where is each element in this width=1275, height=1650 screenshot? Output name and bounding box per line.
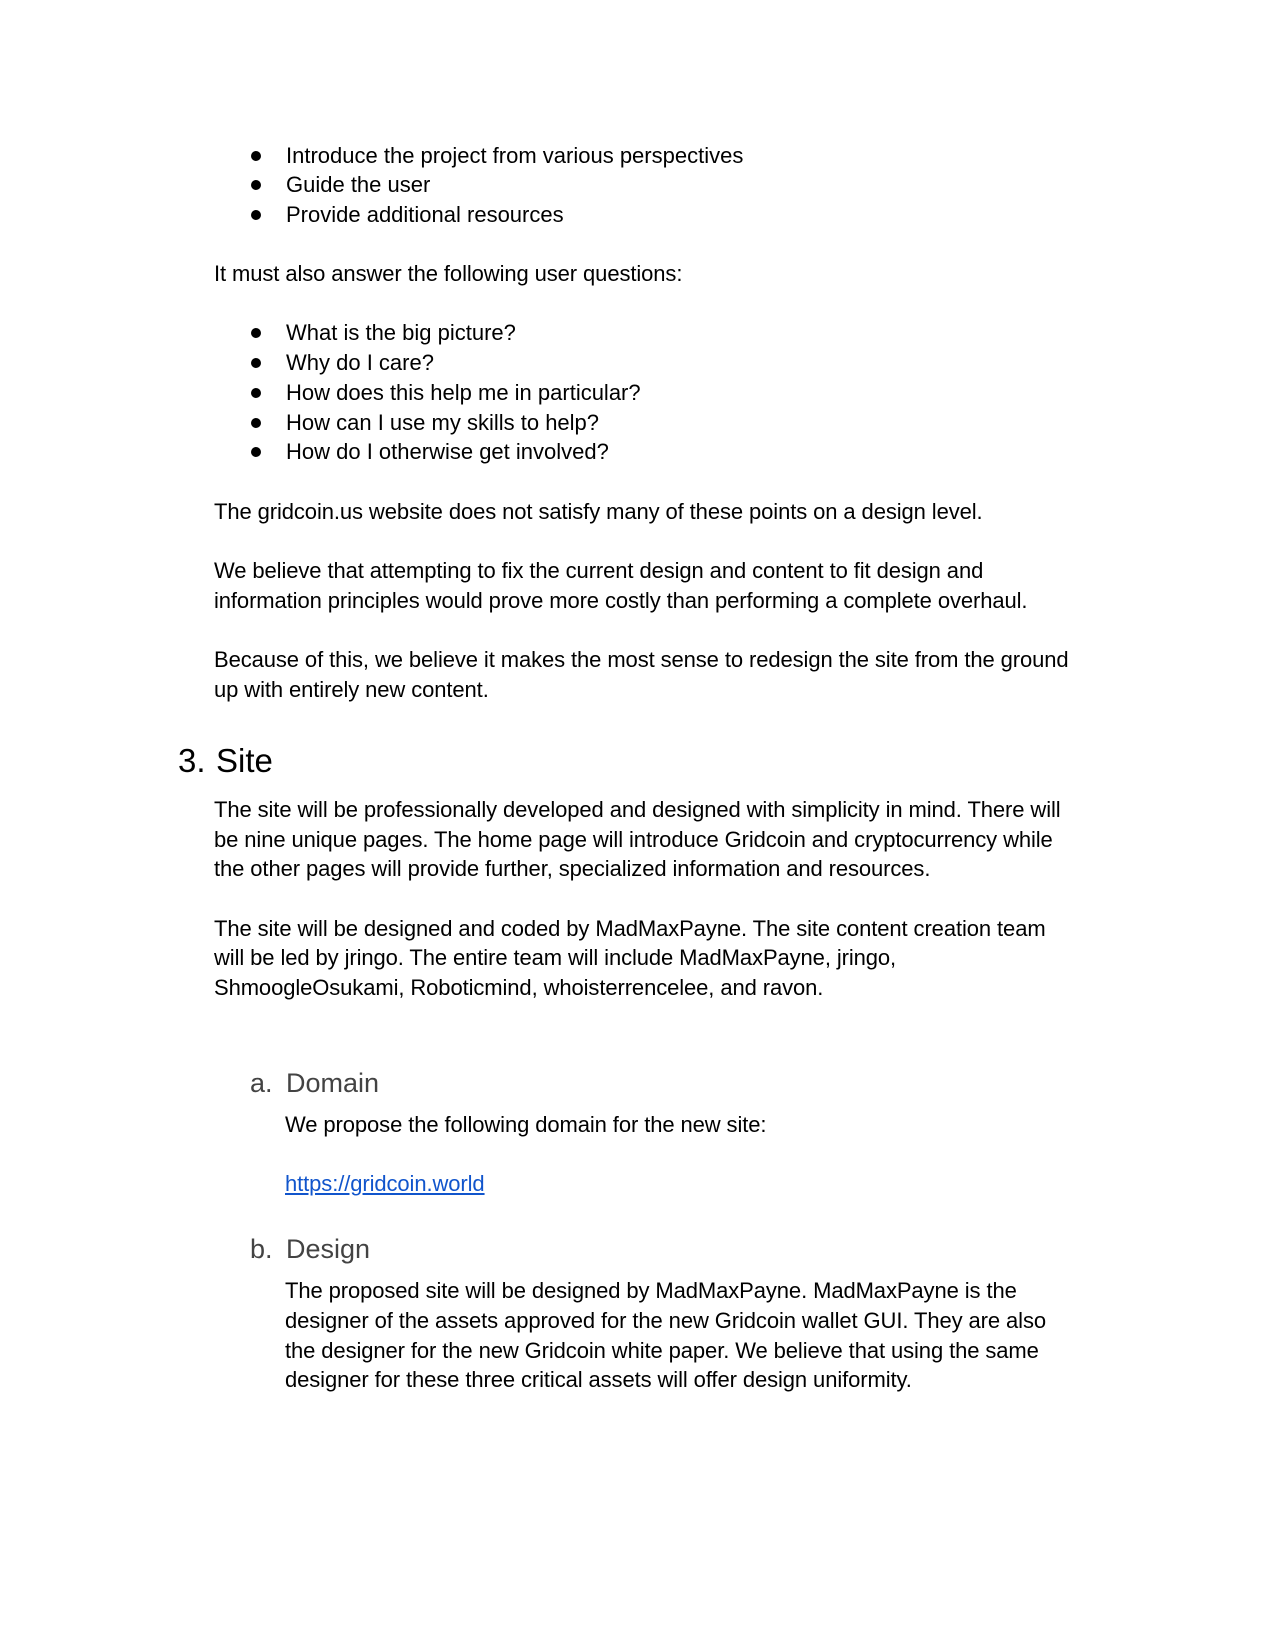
domain-link[interactable]: https://gridcoin.world xyxy=(285,1171,485,1196)
bullet-icon xyxy=(251,358,261,368)
subsection-heading: a. Domain xyxy=(250,1068,380,1098)
bullet-icon xyxy=(251,388,261,398)
paragraph: We propose the following domain for the new site: xyxy=(285,1112,767,1137)
subsection-heading: b. Design xyxy=(250,1234,371,1264)
bullet-icon xyxy=(251,151,261,161)
bullet-icon xyxy=(251,180,261,190)
bullet-icon xyxy=(251,328,261,338)
document-page: Introduce the project from various perspectives Guide the user Provide additional resources It must also answer the following user questions: What is the big picture? Why do I care? How does this help me in particular? How can I use my skills to help? How do I otherwise get involved? The gridcoin.us website does not satisfy many of these points on a design level. We believe that attempting to fix the current design and content to fit design and information principles would prove more costly than performing a complete overhaul. Because of this, we believe it makes the most sense to redesign the site from the ground up with entirely new content. 3. Site The site will be professionally developed and designed with simplicity in mind. There will be nine unique pages. The home page will introduce Gridcoin and cryptocurrency while the other pages will provide further, specialized information and resources. The site will be designed and coded by MadMaxPayne. The site content creation team will be led by jringo. The entire team will include MadMaxPayne, jringo, ShmoogleOsukami, Roboticmind, whoisterrencelee, and ravon. a. Domain We propose the following domain for the new site: https://gridcoin.world b. Design The proposed site will be designed by MadMaxPayne. MadMaxPayne is the designer of the assets approved for the new Gridcoin wallet GUI. They are also the designer for the new Gridcoin white paper. We believe that using the same designer for these three critical assets will offer design uniformity. xyxy=(178,143,1069,1392)
bullet-icon xyxy=(251,418,261,428)
paragraph: The gridcoin.us website does not satisfy many of these points on a design level. xyxy=(214,499,983,524)
bullet-icon xyxy=(251,447,261,457)
section-heading: 3. Site xyxy=(178,742,273,779)
domain-link-line xyxy=(285,1169,485,1199)
bullet-icon xyxy=(251,210,261,220)
questions-intro-text: It must also answer the following user questions: xyxy=(214,261,683,286)
